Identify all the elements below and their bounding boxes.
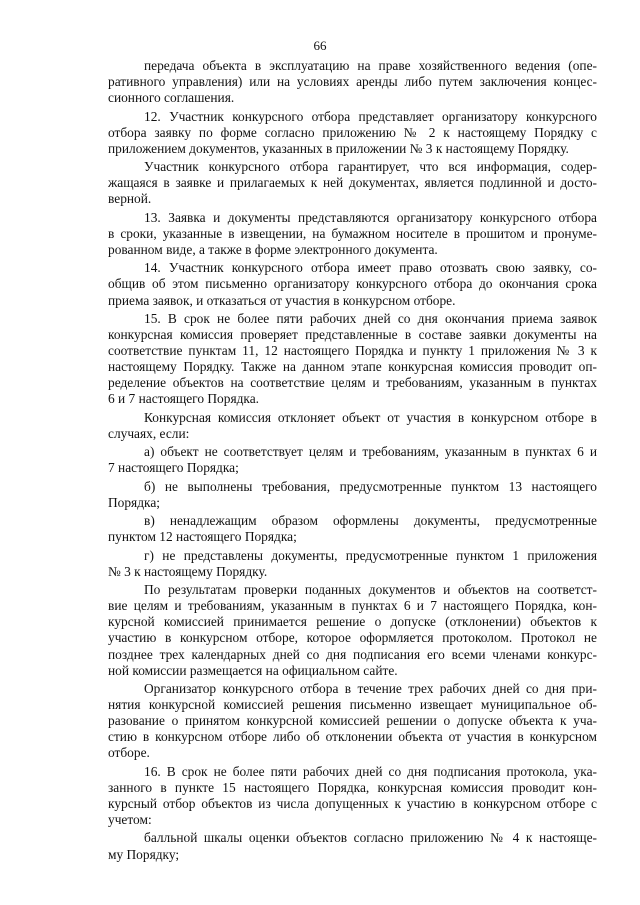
paragraph-p-16a	[108, 830, 597, 862]
text-line: приема заявок, и отказаться от участия в конкурсном отборе.	[108, 292, 456, 308]
text-line: отборе.	[108, 745, 150, 761]
text-line: ной комиссии размещается на официальном сайте.	[108, 662, 398, 678]
text-line: разование о принятом конкурсной комиссией решении о допуске объекта к уча-	[108, 713, 597, 729]
paragraph-p-15a	[108, 444, 597, 476]
text-line: Порядка;	[108, 494, 160, 510]
text-line: участию в конкурсном отборе, которое оформляется протоколом. Протокол не	[108, 630, 597, 646]
text-line: курсный отбор объектов из числа допущенных к участию в конкурсном отборе с	[108, 795, 597, 811]
text-line: Участник конкурсного отбора гарантирует, что вся информация, содер-	[144, 159, 597, 175]
text-line: курсной комиссией принимается решение о допуске (отклонении) объектов к	[108, 614, 597, 630]
text-line: в) ненадлежащим образом оформлены документы, предусмотренные	[144, 513, 597, 529]
text-line: ределение объектов на соответствие целям и требованиям, указанным в пунктах	[108, 375, 597, 391]
text-line: конкурсная комиссия проверяет представленные в составе заявки документы на	[108, 326, 597, 342]
text-line: нятия конкурсной комиссией решения письменно извещает муниципальное об-	[108, 697, 597, 713]
text-line: занного в пункте 15 настоящего Порядка, конкурсная комиссия проводит кон-	[108, 779, 597, 795]
text-line: настоящему Порядку. Также на данном этапе конкурсная комиссия проводит оп-	[108, 359, 597, 375]
text-line: пунктом 12 настоящего Порядка;	[108, 529, 297, 545]
text-line: соответствие пунктам 11, 12 настоящего Порядка и пункту 1 приложения № 3 к	[108, 343, 597, 359]
paragraph-p-15g	[108, 548, 597, 580]
paragraph-p-13	[108, 210, 597, 258]
text-line: балльной шкалы оценки объектов согласно приложению № 4 к настояще-	[144, 830, 597, 846]
paragraph-p-cont	[108, 58, 597, 106]
text-line: передача объекта в эксплуатацию на праве хозяйственного ведения (опе-	[144, 58, 597, 73]
text-line: 13. Заявка и документы представляются организатору конкурсного отбора	[144, 209, 597, 225]
text-line: сионного соглашения.	[108, 90, 235, 106]
paragraph-p-15	[108, 311, 597, 408]
text-line: позднее трех календарных дней со дня подписания его всеми членами конкурс-	[108, 646, 597, 662]
text-line: Организатор конкурсного отбора в течение трех рабочих дней со дня при-	[144, 681, 597, 697]
paragraph-p-15v	[108, 513, 597, 545]
text-line: случаях, если:	[108, 425, 190, 441]
text-line: верной.	[108, 191, 152, 207]
text-line: му Порядку;	[108, 846, 180, 862]
text-line: 16. В срок не более пяти рабочих дней со дня подписания протокола, ука-	[144, 763, 597, 779]
text-line: ративного управления) или на условиях аренды либо путем заключения концес-	[108, 74, 597, 90]
page-number: 66	[313, 38, 327, 53]
paragraph-p-15b	[108, 410, 597, 442]
text-line: в сроки, указанные в извещении, на бумажном носителе в прошитом и пронуме-	[108, 225, 597, 241]
text-line: 7 настоящего Порядка;	[108, 460, 239, 476]
text-line: 15. В срок не более пяти рабочих дней со дня окончания приема заявок	[144, 310, 597, 326]
text-line: общив об этом письменно организатору конкурсного отбора до окончания срока	[108, 276, 597, 292]
paragraph-p-15bb	[108, 479, 597, 511]
text-line: Конкурсная комиссия отклоняет объект от участия в конкурсном отборе в	[144, 409, 597, 425]
document-body	[108, 58, 597, 863]
paragraph-p-16	[108, 764, 597, 828]
paragraph-p-15d	[108, 681, 597, 761]
text-line: г) не представлены документы, предусмотренные пунктом 1 приложения	[144, 547, 597, 563]
text-line: б) не выполнены требования, предусмотренные пунктом 13 настоящего	[144, 478, 597, 494]
text-line: учетом:	[108, 812, 152, 828]
paragraph-p-12b	[108, 159, 597, 207]
text-line: рованном виде, а также в форме электронного документа.	[108, 241, 438, 257]
paragraph-p-15c	[108, 582, 597, 679]
text-line: стию в конкурсном отборе либо об отклонении объекта от участия в конкурсном	[108, 729, 597, 745]
paragraph-p-12	[108, 109, 597, 157]
text-line: жащаяся в заявке и прилагаемых к ней документах, является подлинной и досто-	[108, 175, 597, 191]
text-line: № 3 к настоящему Порядку.	[108, 563, 268, 579]
text-line: вие целям и требованиям, указанным в пунктах 6 и 7 настоящего Порядка, кон-	[108, 598, 597, 614]
text-line: 12. Участник конкурсного отбора представляет организатору конкурсного	[144, 108, 597, 124]
paragraph-p-14	[108, 260, 597, 308]
text-line: 14. Участник конкурсного отбора имеет право отозвать свою заявку, со-	[144, 260, 597, 276]
text-line: а) объект не соответствует целям и требованиям, указанным в пунктах 6 и	[144, 444, 597, 460]
text-line: приложением документов, указанных в приложении № 3 к настоящему Порядку.	[108, 140, 569, 156]
text-line: отбора заявку по форме согласно приложению № 2 к настоящему Порядку с	[108, 124, 597, 140]
text-line: По результатам проверки поданных документов и объектов на соответст-	[144, 582, 597, 598]
text-line: 6 и 7 настоящего Порядка.	[108, 391, 260, 407]
